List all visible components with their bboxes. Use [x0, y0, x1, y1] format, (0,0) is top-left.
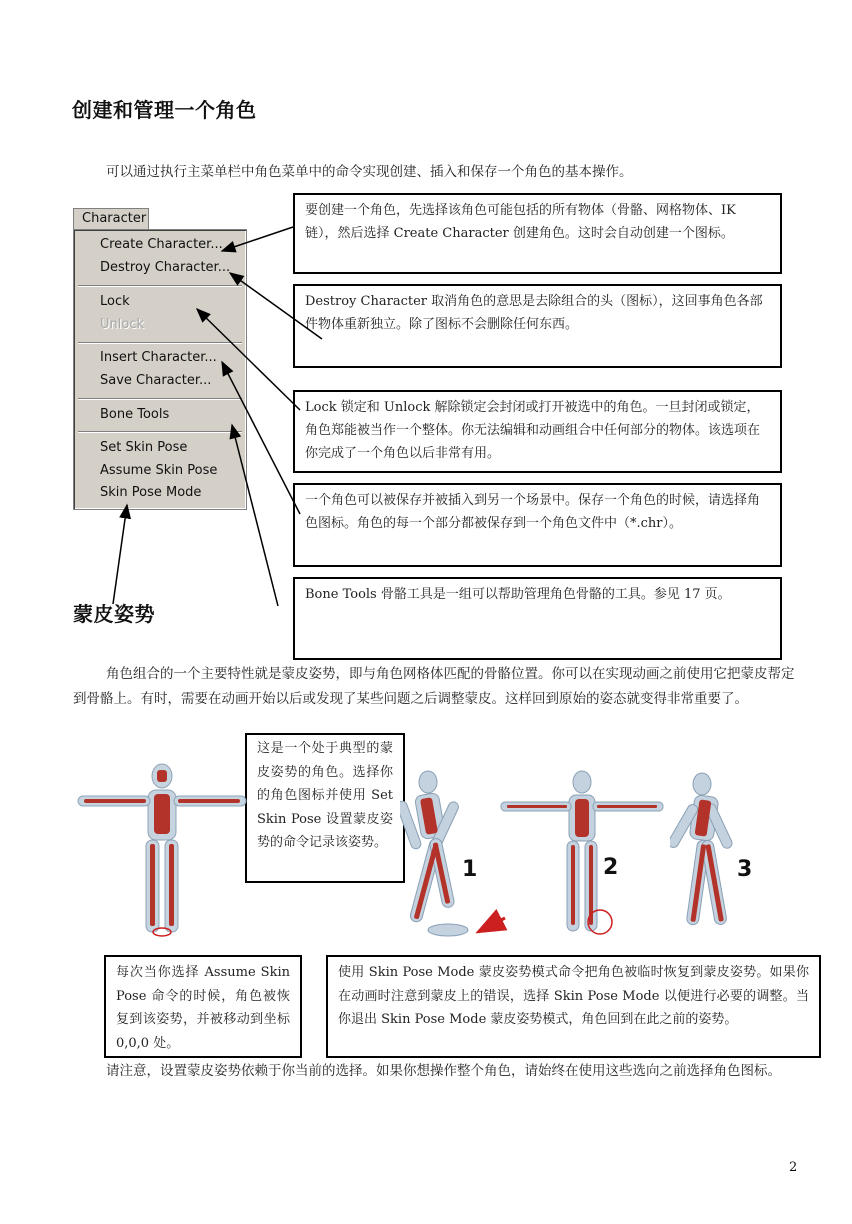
menu-item-unlock: Unlock: [100, 317, 144, 332]
character-t-pose-figure: [74, 762, 249, 944]
menu-item-save-character[interactable]: Save Character...: [100, 373, 212, 388]
callout-bone-tools: Bone Tools 骨骼工具是一组可以帮助管理角色骨骼的工具。参见 17 页。: [293, 577, 782, 660]
menu-item-create-character[interactable]: Create Character...: [100, 237, 223, 252]
menu-item-bone-tools[interactable]: Bone Tools: [100, 407, 170, 422]
skin-pose-note: 这是一个处于典型的蒙皮姿势的角色。选择你的角色图标并使用 Set Skin Pose 设置蒙皮姿势的命令记录该姿势。: [245, 733, 405, 883]
callout-destroy-character: Destroy Character 取消角色的意思是去除组合的头（图标），这回事角色各部件物体重新独立。除了图标不会删除任何东西。: [293, 284, 782, 368]
callout-save-character: 一个角色可以被保存并被插入到另一个场景中。保存一个角色的时候，请选择角色图标。角色的每一个部分都被保存到一个角色文件中（*.chr）。: [293, 483, 782, 567]
closing-paragraph: 请注意，设置蒙皮姿势依赖于你当前的选择。如果你想操作整个角色，请始终在使用这些选向之前选择角色图标。: [106, 1063, 781, 1079]
pose-number-3: 3: [737, 857, 753, 882]
section-heading: 创建和管理一个角色: [72, 98, 257, 122]
pose-number-1: 1: [462, 857, 478, 882]
menu-item-skin-pose-mode[interactable]: Skin Pose Mode: [100, 485, 202, 500]
menu-item-set-skin-pose[interactable]: Set Skin Pose: [100, 440, 188, 455]
callout-create-character: 要创建一个角色，先选择该角色可能包括的所有物体（骨骼、网格物体、IK 链），然后选择 Create Character 创建角色。这时会自动创建一个图标。: [293, 193, 782, 274]
menu-item-lock[interactable]: Lock: [100, 294, 130, 309]
character-pose-1-figure: [400, 770, 480, 940]
assume-skin-pose-note: 每次当你选择 Assume Skin Pose 命令的时候，角色被恢复到该姿势，并被移动到坐标 0,0,0 处。: [104, 955, 302, 1058]
callout-lock-unlock: Lock 锁定和 Unlock 解除锁定会封闭或打开被选中的角色。一旦封闭或锁定，角色郑能被当作一个整体。你无法编辑和动画组合中任何部分的物体。该选项在你完成了一个角色以后非常有用。: [293, 390, 782, 473]
skin-pose-paragraph: 角色组合的一个主要特性就是蒙皮姿势，即与角色网格体匹配的骨骼位置。你可以在实现动画之前使用它把蒙皮帮定到骨骼上。有时，需要在动画开始以后或发现了某些问题之后调整蒙皮。这样回到原始的姿态就变得非常重要了。: [73, 666, 795, 707]
character-pose-2-figure: [497, 770, 667, 940]
page-number: 2: [789, 1160, 798, 1175]
intro-paragraph: 可以通过执行主菜单栏中角色菜单中的命令实现创建、插入和保存一个角色的基本操作。: [106, 164, 633, 180]
skin-pose-mode-note: 使用 Skin Pose Mode 蒙皮姿势模式命令把角色被临时恢复到蒙皮姿势。如果你在动画时注意到蒙皮上的错误，选择 Skin Pose Mode 以便进行必要的调整。当你退出 Skin Pose Mode 蒙皮姿势模式，角色回到在此之前的姿势。: [326, 955, 821, 1058]
character-menu-title[interactable]: Character: [73, 208, 149, 230]
menu-item-assume-skin-pose[interactable]: Assume Skin Pose: [100, 463, 218, 478]
menu-item-insert-character[interactable]: Insert Character...: [100, 350, 217, 365]
character-pose-3-figure: [670, 772, 745, 937]
pose-number-2: 2: [603, 855, 619, 880]
skin-pose-heading: 蒙皮姿势: [73, 602, 155, 626]
menu-item-destroy-character[interactable]: Destroy Character...: [100, 260, 231, 275]
